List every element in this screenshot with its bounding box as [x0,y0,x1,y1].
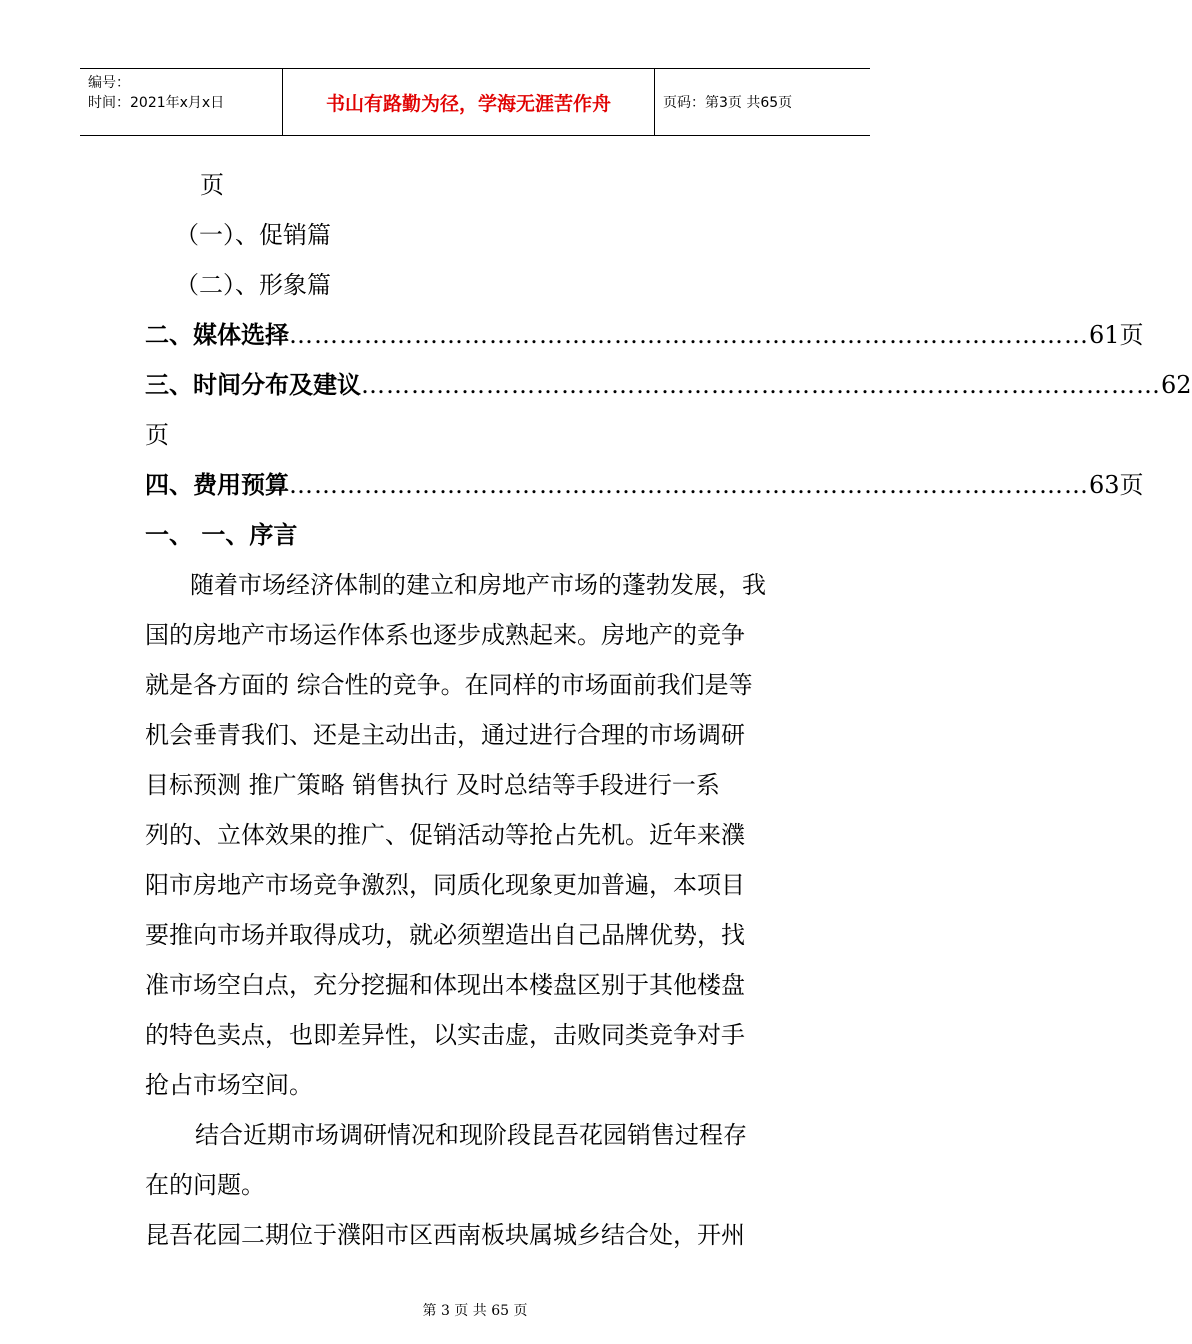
toc-continued-page: 页 [200,171,224,199]
document-body [145,160,1192,1260]
toc-item-media-label: 二、媒体选择 [145,321,289,349]
toc-item-time-page-cont: 页 [145,421,169,449]
toc-leader-dots: …………………………………………………………………………………… [289,321,1089,349]
paragraph-line: 结合近期市场调研情况和现阶段昆吾花园销售过程存 [195,1121,747,1149]
header-motto: 书山有路勤为径，学海无涯苦作舟 [283,69,655,135]
paragraph-line: 在的问题。 [145,1171,265,1199]
paragraph-line: 的特色卖点，也即差异性，以实击虚，击败同类竞争对手 [145,1021,745,1049]
paragraph-line: 昆吾花园二期位于濮阳市区西南板块属城乡结合处，开州 [145,1221,745,1249]
toc-item-media-page: 61页 [1089,321,1144,349]
toc-item-budget-page: 63页 [1089,471,1144,499]
paragraph-line: 机会垂青我们、还是主动出击，通过进行合理的市场调研 [145,721,745,749]
paragraph-line: 国的房地产市场运作体系也逐步成熟起来。房地产的竞争 [145,621,745,649]
toc-item-budget-label: 四、费用预算 [145,471,289,499]
page-footer: 第 3 页 共 65 页 [422,1303,528,1319]
section-title: 一、 一、序言 [145,521,298,549]
toc-item-media [145,310,1144,360]
paragraph-line: 要推向市场并取得成功，就必须塑造出自己品牌优势，找 [145,921,745,949]
time-label: 时间：2021年x月x日 [88,95,225,111]
toc-leader-dots: …………………………………………………………………………………… [289,471,1089,499]
toc-leader-dots: …………………………………………………………………………………… [361,371,1161,399]
toc-sub-image: （二）、形象篇 [175,271,331,299]
paragraph-line: 准市场空白点，充分挖掘和体现出本楼盘区别于其他楼盘 [145,971,745,999]
paragraph-line: 抢占市场空间。 [145,1071,313,1099]
toc-item-time-label: 三、时间分布及建议 [145,371,361,399]
paragraph-line: 就是各方面的 综合性的竞争。在同样的市场面前我们是等 [145,671,753,699]
header-meta [80,69,283,135]
number-label: 编号： [88,75,130,91]
toc-item-time [145,360,1192,410]
paragraph-line: 随着市场经济体制的建立和房地产市场的蓬勃发展，我 [190,571,766,599]
paragraph-line: 列的、立体效果的推广、促销活动等抢占先机。近年来濮 [145,821,745,849]
paragraph-line: 目标预测 推广策略 销售执行 及时总结等手段进行一系 [145,771,720,799]
toc-sub-promotion: （一）、促销篇 [175,221,331,249]
toc-item-time-page: 62 [1161,371,1192,399]
page-header [80,68,870,136]
paragraph-line: 阳市房地产市场竞争激烈，同质化现象更加普遍，本项目 [145,871,745,899]
header-page-info: 页码：第3页 共65页 [663,95,793,111]
toc-item-budget [145,460,1144,510]
